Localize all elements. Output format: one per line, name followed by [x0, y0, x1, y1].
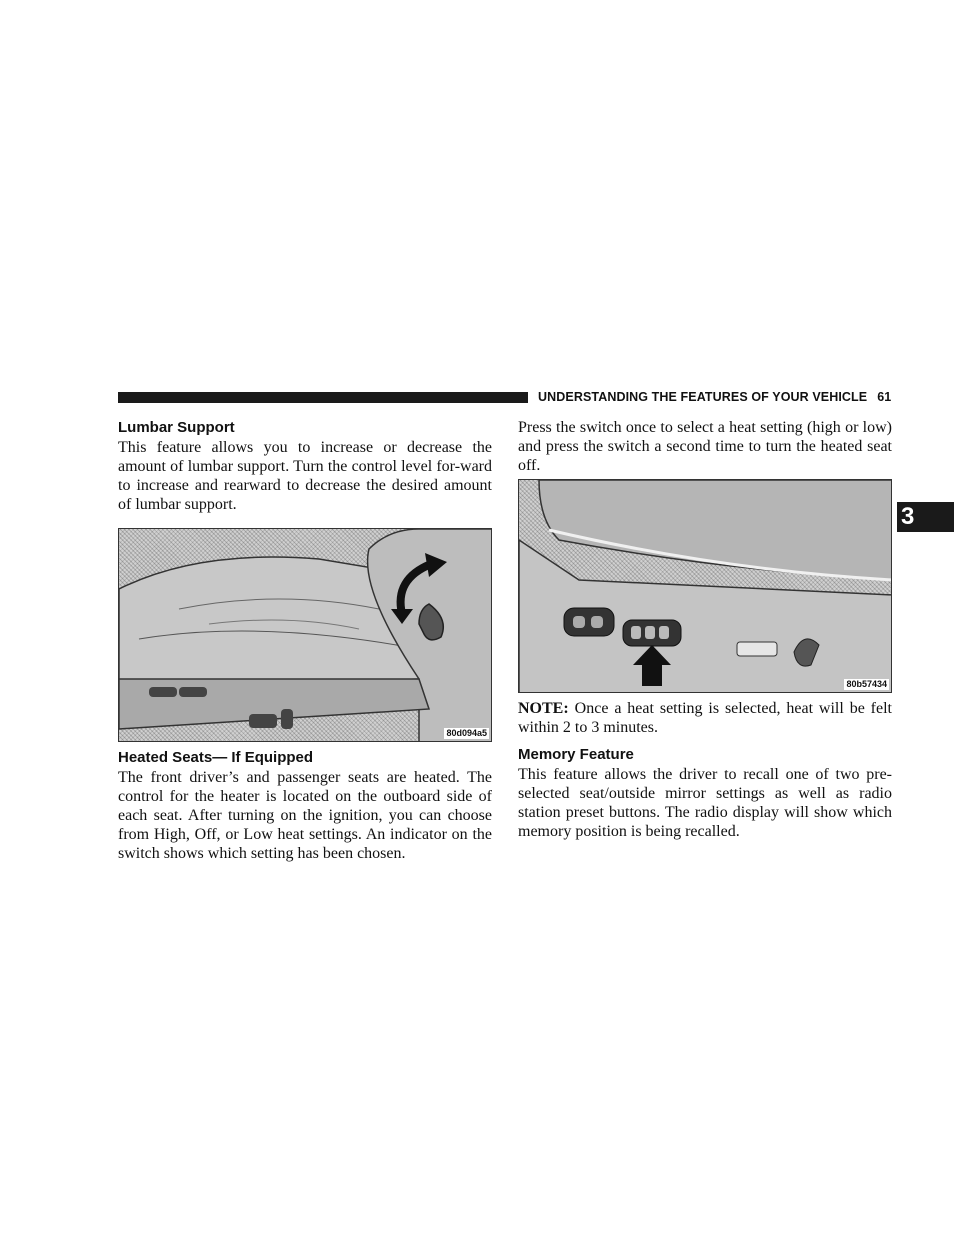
heated-seats-heading: Heated Seats— If Equipped — [118, 749, 314, 766]
memory-body: This feature allows the driver to recall one of two pre-selected seat/outside mirror settings as well as radio station preset buttons. The radio display will show which memory position is being recalled. — [518, 766, 892, 840]
page-number: 61 — [877, 390, 892, 404]
memory-heading: Memory Feature — [518, 746, 634, 763]
chapter-tab: 3 — [897, 502, 954, 532]
lumbar-figure — [118, 528, 492, 742]
lumbar-heading: Lumbar Support — [118, 419, 235, 436]
running-header — [538, 390, 891, 404]
note-label: NOTE: — [518, 700, 569, 717]
figure-code: 80b57434 — [846, 679, 887, 689]
header-rule — [118, 392, 528, 403]
heated-seats-body: The front driver’s and passenger seats are heated. The control for the heater is located on the outboard side of each seat. After turning on the ignition, you can choose from High, Off, or Low heat settings. An indicator on the switch shows which setting has been chosen. — [118, 769, 492, 862]
switch-illustration — [519, 480, 892, 693]
press-switch-text: Press the switch once to select a heat setting (high or low) and press the switch a second time to turn the heated seat off. — [518, 419, 892, 474]
note-paragraph — [518, 699, 892, 737]
lumbar-body: This feature allows you to increase or decrease the amount of lumbar support. Turn the control level for-ward to increase and rearward to decrease the desired amount of lumbar support. — [118, 439, 492, 513]
section-title: UNDERSTANDING THE FEATURES OF YOUR VEHICLE — [538, 390, 868, 404]
note-text: Once a heat setting is selected, heat will be felt within 2 to 3 minutes. — [518, 700, 892, 736]
figure-code: 80d094a5 — [446, 728, 487, 738]
seat-illustration — [119, 529, 492, 742]
right-column — [518, 418, 892, 841]
heated-seat-figure — [518, 479, 892, 693]
left-column — [118, 418, 492, 863]
